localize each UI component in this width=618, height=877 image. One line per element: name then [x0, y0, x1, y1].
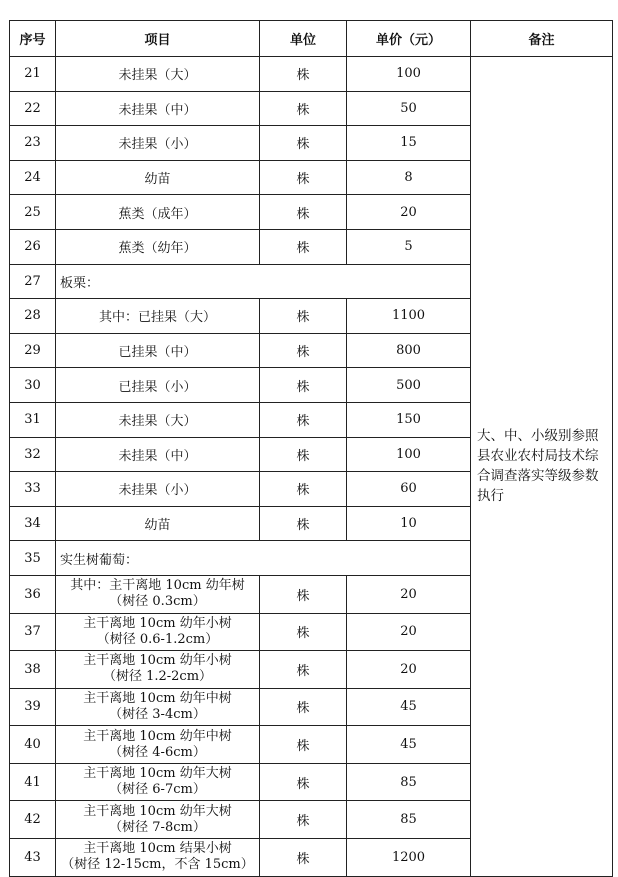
note-cell: 大、中、小级别参照县农业农村局技术综合调查落实等级参数执行	[471, 57, 613, 877]
row-item: 未挂果（大）	[56, 57, 260, 92]
row-item-line2: （树径 4-6cm）	[109, 744, 206, 760]
row-price: 85	[347, 801, 471, 839]
row-price: 8	[347, 160, 471, 195]
row-item-line2: （树径 1.2-2cm）	[102, 669, 213, 685]
row-no: 34	[10, 506, 56, 541]
row-no: 43	[10, 839, 56, 877]
row-no: 35	[10, 541, 56, 576]
row-item: 未挂果（中）	[56, 437, 260, 472]
row-unit: 株	[260, 57, 347, 92]
row-item: 其中：已挂果（大）	[56, 299, 260, 334]
row-item-line2: （树径 6-7cm）	[109, 782, 206, 798]
row-no: 38	[10, 651, 56, 689]
row-unit: 株	[260, 472, 347, 507]
row-no: 27	[10, 264, 56, 299]
row-item: 已挂果（小）	[56, 368, 260, 403]
row-unit: 株	[260, 402, 347, 437]
header-row	[10, 21, 613, 57]
row-item-line1: 主干离地 10cm 幼年大树	[83, 803, 232, 819]
price-table	[9, 20, 613, 877]
row-price: 45	[347, 726, 471, 764]
row-item-line2: （树径 3-4cm）	[109, 706, 206, 722]
row-unit: 株	[260, 333, 347, 368]
row-item-line1: 主干离地 10cm 幼年中树	[83, 728, 232, 744]
row-price: 20	[347, 195, 471, 230]
row-item-line1: 主干离地 10cm 幼年中树	[83, 690, 232, 706]
header-note: 备注	[471, 21, 613, 57]
row-item: 未挂果（中）	[56, 91, 260, 126]
row-unit: 株	[260, 763, 347, 801]
row-price: 1100	[347, 299, 471, 334]
row-unit: 株	[260, 126, 347, 161]
row-price: 85	[347, 763, 471, 801]
row-price: 20	[347, 651, 471, 689]
row-price: 20	[347, 613, 471, 651]
row-item	[56, 613, 260, 651]
row-unit: 株	[260, 839, 347, 877]
row-item	[56, 688, 260, 726]
row-no: 36	[10, 575, 56, 613]
row-unit: 株	[260, 299, 347, 334]
header-item: 项目	[56, 21, 260, 57]
row-price: 45	[347, 688, 471, 726]
row-price: 150	[347, 402, 471, 437]
row-item-line2: （树径 12-15cm，不含 15cm）	[61, 857, 254, 873]
row-item-line1: 主干离地 10cm 幼年小树	[83, 615, 232, 631]
row-item: 蕉类（成年）	[56, 195, 260, 230]
category-label: 实生树葡萄：	[56, 541, 471, 576]
header-unit: 单位	[260, 21, 347, 57]
row-unit: 株	[260, 160, 347, 195]
row-price: 50	[347, 91, 471, 126]
row-price: 500	[347, 368, 471, 403]
row-item	[56, 763, 260, 801]
row-unit: 株	[260, 613, 347, 651]
row-price: 60	[347, 472, 471, 507]
header-no: 序号	[10, 21, 56, 57]
row-unit: 株	[260, 726, 347, 764]
row-price: 100	[347, 437, 471, 472]
row-item-line1: 其中：主干离地 10cm 幼年树	[70, 578, 245, 594]
row-no: 30	[10, 368, 56, 403]
row-no: 40	[10, 726, 56, 764]
table-row	[10, 57, 613, 92]
row-no: 39	[10, 688, 56, 726]
row-item: 未挂果（小）	[56, 472, 260, 507]
row-unit: 株	[260, 91, 347, 126]
row-no: 28	[10, 299, 56, 334]
row-price: 15	[347, 126, 471, 161]
row-no: 42	[10, 801, 56, 839]
row-no: 23	[10, 126, 56, 161]
row-unit: 株	[260, 229, 347, 264]
row-item: 蕉类（幼年）	[56, 229, 260, 264]
row-no: 41	[10, 763, 56, 801]
category-label: 板栗：	[56, 264, 471, 299]
row-price: 800	[347, 333, 471, 368]
row-item: 未挂果（小）	[56, 126, 260, 161]
row-no: 25	[10, 195, 56, 230]
row-item-line2: （树径 7-8cm）	[109, 819, 206, 835]
row-price: 10	[347, 506, 471, 541]
row-no: 22	[10, 91, 56, 126]
row-no: 32	[10, 437, 56, 472]
row-item	[56, 801, 260, 839]
row-item-line1: 主干离地 10cm 幼年小树	[83, 653, 232, 669]
header-price: 单价（元）	[347, 21, 471, 57]
row-price: 20	[347, 575, 471, 613]
row-item	[56, 651, 260, 689]
row-unit: 株	[260, 368, 347, 403]
row-no: 37	[10, 613, 56, 651]
row-no: 31	[10, 402, 56, 437]
row-no: 26	[10, 229, 56, 264]
row-item: 未挂果（大）	[56, 402, 260, 437]
row-unit: 株	[260, 801, 347, 839]
row-price: 100	[347, 57, 471, 92]
row-no: 21	[10, 57, 56, 92]
row-unit: 株	[260, 437, 347, 472]
row-item-line2: （树径 0.6-1.2cm）	[96, 631, 219, 647]
row-item-line1: 主干离地 10cm 幼年大树	[83, 766, 232, 782]
row-unit: 株	[260, 688, 347, 726]
row-item-line2: （树径 0.3cm）	[109, 594, 206, 610]
row-price: 1200	[347, 839, 471, 877]
row-item: 幼苗	[56, 506, 260, 541]
row-item	[56, 726, 260, 764]
row-unit: 株	[260, 506, 347, 541]
row-unit: 株	[260, 195, 347, 230]
row-item: 已挂果（中）	[56, 333, 260, 368]
row-no: 33	[10, 472, 56, 507]
row-no: 29	[10, 333, 56, 368]
row-item-line1: 主干离地 10cm 结果小树	[83, 841, 232, 857]
row-item	[56, 839, 260, 877]
row-unit: 株	[260, 651, 347, 689]
row-no: 24	[10, 160, 56, 195]
row-unit: 株	[260, 575, 347, 613]
row-item	[56, 575, 260, 613]
row-price: 5	[347, 229, 471, 264]
row-item: 幼苗	[56, 160, 260, 195]
